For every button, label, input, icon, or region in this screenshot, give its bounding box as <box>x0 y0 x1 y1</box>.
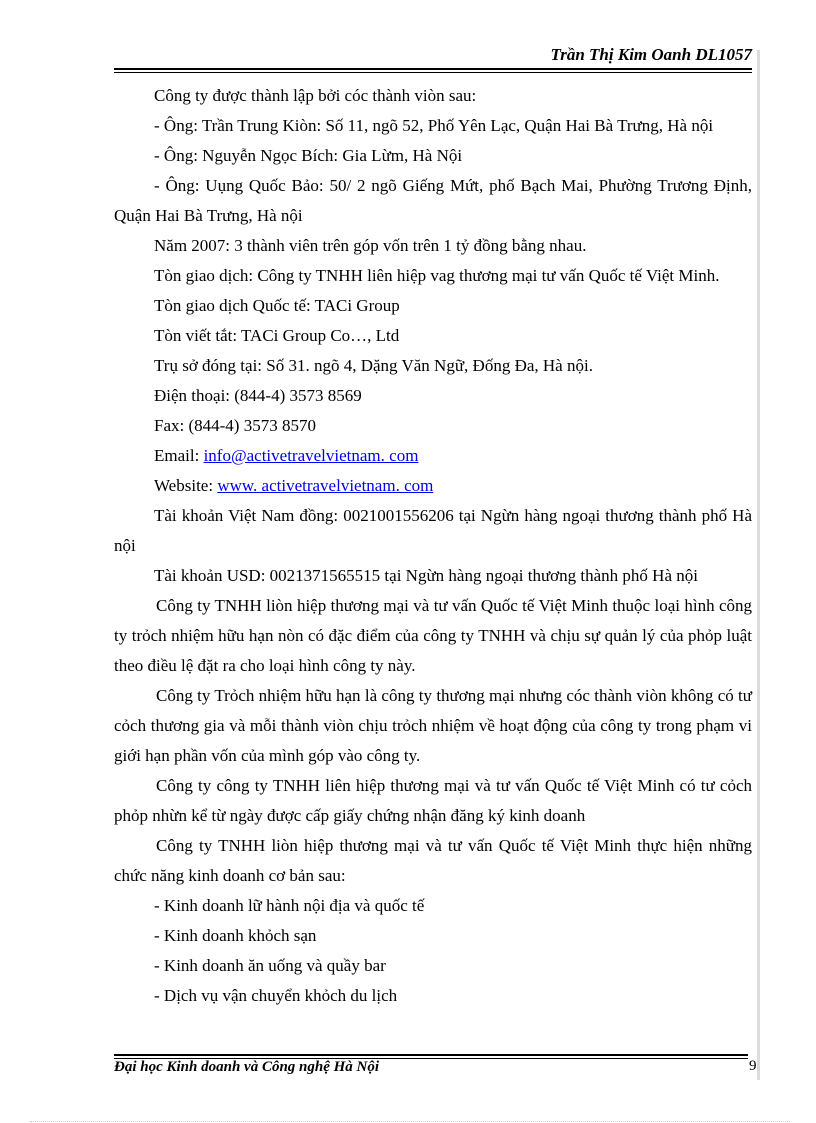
website-link[interactable]: www. activetravelvietnam. com <box>217 476 434 495</box>
email-line <box>114 441 752 471</box>
email-label: Email: <box>154 446 204 465</box>
fax: Fax: (844-4) 3573 8570 <box>154 416 316 435</box>
header-rule-thick <box>114 68 752 70</box>
paragraph-legal-status: Công ty công ty TNHH liên hiệp thương mại và tư vấn Quốc tế Việt Minh có tư cỏch phỏp nhừn kể từ ngày được cấp giấy chứng nhận đăng ký kinh doanh <box>114 776 752 825</box>
abbreviated-name: Tòn viết tắt: TACi Group Co…, Ltd <box>154 326 400 345</box>
page-shadow <box>757 50 760 1080</box>
website-label: Website: <box>154 476 218 495</box>
function-item: - Kinh doanh lữ hành nội địa và quốc tế <box>154 896 425 915</box>
function-item: - Kinh doanh ăn uống và quầy bar <box>154 956 386 975</box>
headquarters: Trụ sở đóng tại: Số 31. ngõ 4, Dặng Văn Ngữ, Đống Đa, Hà nội. <box>154 356 593 375</box>
paragraph-limited-liability: Công ty Trỏch nhiệm hữu hạn là công ty thương mại nhưng cóc thành viòn không có tư cỏch thương gia và mỗi thành viòn chịu trỏch nhiệm về hoạt động của công ty trong phạm vi giới hạn phần vốn của mình góp vào công ty. <box>114 686 752 765</box>
function-item: - Kinh doanh khỏch sạn <box>154 926 317 945</box>
page-edge-dotted <box>30 1121 790 1122</box>
paragraph-functions: Công ty TNHH liòn hiệp thương mại và tư vấn Quốc tế Việt Minh thực hiện những chức năng kinh doanh cơ bản sau: <box>114 836 752 885</box>
email-link[interactable]: info@activetravelvietnam. com <box>203 446 419 465</box>
international-name: Tòn giao dịch Quốc tế: TACi Group <box>154 296 400 315</box>
capital-line: Năm 2007: 3 thành viên trên góp vốn trên 1 tỷ đồng bằng nhau. <box>154 236 587 255</box>
website-line <box>114 471 752 501</box>
founder-1: - Ông: Trần Trung Kiòn: Số 11, ngõ 52, Phố Yên Lạc, Quận Hai Bà Trưng, Hà nội <box>154 116 714 135</box>
phone: Điện thoại: (844-4) 3573 8569 <box>154 386 362 405</box>
function-item: - Dịch vụ vận chuyển khỏch du lịch <box>154 986 398 1005</box>
usd-account: Tài khoản USD: 0021371565515 tại Ngừn hàng ngoại thương thành phố Hà nội <box>154 566 698 585</box>
page-number: 9 <box>749 1058 757 1074</box>
paragraph-company-type: Công ty TNHH liòn hiệp thương mại và tư vấn Quốc tế Việt Minh thuộc loại hình công ty trỏch nhiệm hữu hạn nòn có đặc điểm của công ty TNHH và chịu sự quản lý của phỏp luật theo điều lệ đặt ra cho loại hình công ty này. <box>114 596 752 675</box>
footer-university: Đại học Kinh doanh và Công nghệ Hà Nội <box>114 1059 380 1075</box>
founder-2: - Ông: Nguyễn Ngọc Bích: Gia Lừm, Hà Nội <box>154 146 463 165</box>
vnd-account: Tài khoản Việt Nam đồng: 0021001556206 tại Ngừn hàng ngoại thương thành phố Hà nội <box>114 506 752 555</box>
header-author: Trần Thị Kim Oanh DL1057 <box>550 45 752 64</box>
header-rule-thin <box>114 72 752 73</box>
body-text <box>114 81 752 1011</box>
founder-3: - Ông: Uụng Quốc Bảo: 50/ 2 ngõ Giếng Mứt, phố Bạch Mai, Phường Trương Định, Quận Hai Bà Trưng, Hà nội <box>114 176 752 225</box>
paragraph-founders-intro: Công ty được thành lập bởi cóc thành viòn sau: <box>154 86 477 105</box>
footer-rule-thick <box>114 1054 748 1056</box>
trade-name: Tòn giao dịch: Công ty TNHH liên hiệp vag thương mại tư vấn Quốc tế Việt Minh. <box>154 266 720 285</box>
